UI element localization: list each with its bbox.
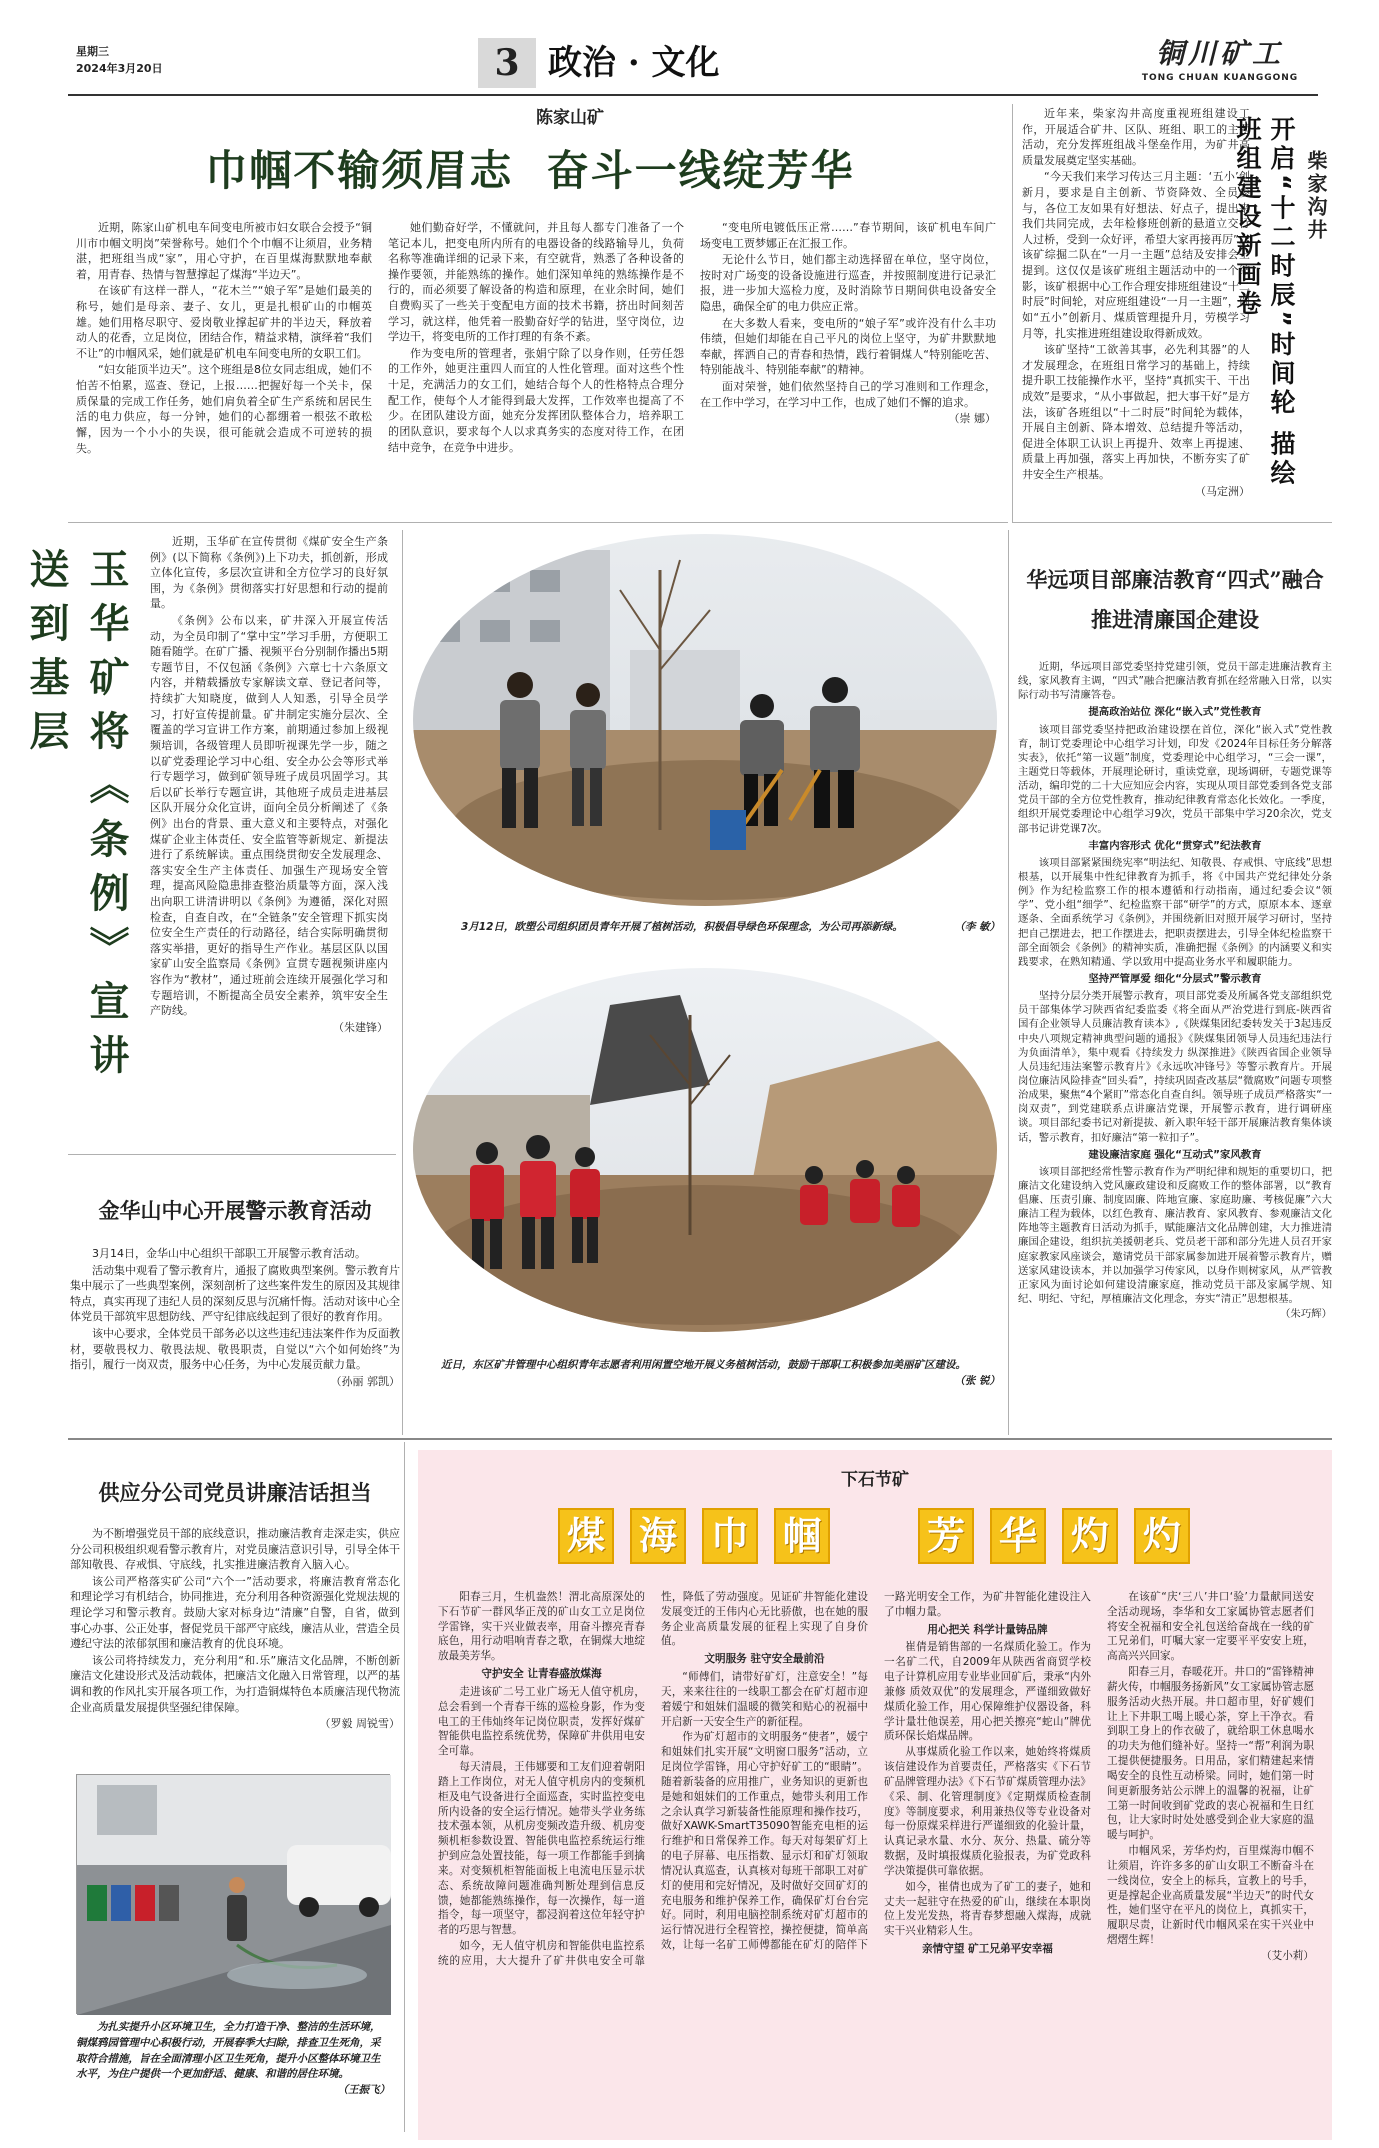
a6-para: 为不断增强党员干部的底线意识，推动廉洁教育走深走实，供应分公司积极组织观看警示教育片，对党员廉洁意识引导，引导全体干部知敬畏、存戒惧、守底线，扎实推进廉洁教育入脑入心。: [70, 1527, 400, 1572]
a6-byline: （罗毅 周锐雪）: [319, 1717, 400, 1731]
a7-title-char: 巾: [702, 1508, 758, 1564]
a3-bottom-rule: [68, 1154, 396, 1155]
a7-para: 每天清晨，王伟娜要和工友们迎着朝阳踏上工作岗位，对无人值守机房内的变频机柜及电气设备进行全面巡查，实时监控变电所内设备的安全运行情况。她带头学业务练技术强本领，从机房变频改造升级、机房变频机柜参数设置、智能供电监控系统运行维护到应急处置技能，每一项工作都能手到擒来。对变频机柜智能面板上电流电压显示状态、系统故障问题准确判断处理到信息反馈，她都能熟练操作，每一次操作，每一道指令，每一项坚守，都浸润着这位年轻守护者的巧思与智慧。: [438, 1761, 645, 1937]
a2-bottom-rule: [1012, 522, 1332, 523]
photo1-credit: （李 敏）: [954, 921, 1000, 933]
a5-para: 近期，华远项目部党委坚持党建引领，党员干部走进廉洁教育主线，家风教育主调，“四式”融合把廉洁教育抓在经常融入日常，以实际行动书写清廉答卷。: [1018, 661, 1332, 702]
photo-tree-planting-2: [410, 965, 1000, 1335]
photo1-caption: [440, 920, 1000, 936]
a7-kicker: 下石节矿: [841, 1470, 909, 1490]
a7-para: 在该矿“庆‘三八’井口‘验’力量献同送安全活动现场，李华和女工家属协管志愿者们将安全祝福和安全礼包送给奋战在一线的矿工兄弟们，叮嘱大家一定要平平安安上班，高高兴兴回家。: [1107, 1591, 1314, 1663]
a1-para: “变电所电镀低压正常……”春节期间，该矿机电车间广场变电工贾梦娜正在汇报工作。: [700, 221, 996, 250]
a6-body: [70, 1526, 400, 1756]
a5-subhead: 提高政治站位 深化“嵌入式”党性教育: [1088, 706, 1262, 719]
a5-para: 该项目部党委坚持把政治建设摆在首位，深化“嵌入式”党性教育，制订党委理论中心组学习计划，印发《2024年目标任务分解落实表》，依托“第一议题”制度，党委理论中心组学习，“三会一课”，主题党日等载体，开展理论研讨，重读党章，现场调研，专题党课等活动，编印党的二十大应知应会内容，实现从项目部党委到各党支部党员干部的全方位党性教育，推动纪律教育常态化长效化。一季度，组织开展党委理论中心组学习9次，党员干部集中学习20余次，党支部书记讲党课7次。: [1018, 723, 1332, 835]
a1-body: [76, 220, 996, 510]
a6-para: 该公司严格落实矿公司“六个一”活动要求，将廉洁教育常态化和理论学习有机结合，协同推进，充分利用各种资源强化党规法规的理论学习和警示教育。鼓励大家对标身边“清廉”自警，自省，做到事心办事、公正处事，督促党员干部严守底线，廉洁从业，营造全员遵纪守法的浓郁氛围和廉洁教育的优良环境。: [70, 1574, 400, 1651]
a7-subhead: 亲情守望 矿工兄弟平安幸福: [922, 1943, 1053, 1956]
masthead-title: 铜川矿工: [1155, 37, 1284, 70]
a5-para: 该项目部紧紧围绕宪率“明法纪、知敬畏、存戒惧、守底线”思想根基，以开展集中性纪律教育为抓手，将《中国共产党纪律处分条例》作为纪检监察工作的根本遵循和行动指南，通过纪委会议“领学”、党小组“细学”、纪检监察干部“研学”的方式，原原本本、逐章逐条、全面系统学习《条例》，并围绕新旧对照开展学习研讨，坚持把自己摆进去，把工作摆进去，把职责摆进去，引导全体纪检监察干部全面领会《条例》的精神实质，准确把握《条例》的内涵要义和实践要求，在熟知精通、学以致用中提高业务水平和履职能力。: [1018, 856, 1332, 968]
a7-title-char: 灼: [1062, 1508, 1118, 1564]
a7-byline: （艾小莉）: [1261, 1949, 1314, 1962]
lower-section-rule: [68, 1438, 1332, 1440]
masthead: [1110, 36, 1330, 96]
a1-right-rule: [1012, 104, 1013, 522]
a4-body: [70, 1246, 400, 1426]
issue-date: 2024年3月20日: [76, 61, 163, 75]
photo1-caption-text: 3月12日，欧塑公司组织团员青年开展了植树活动，积极倡导绿色环保理念，为公司再添新绿。: [461, 921, 903, 933]
a3-body: [150, 534, 388, 1150]
a2-para: 近年来，柴家沟井高度重视班组建设工作，开展适合矿井、区队、班组、职工的主题活动，充分发挥班组战斗堡垒作用，为矿井高质量发展奠定坚实基础。: [1022, 107, 1250, 167]
a7-title-char: 华: [990, 1508, 1046, 1564]
a7-subhead: 守护安全 让青春盛放煤海: [481, 1668, 602, 1681]
photo-tree-planting-1: [410, 530, 1000, 910]
a7-panel: [418, 1450, 1332, 2140]
a3-para: 《条例》公布以来，矿井深入开展宣传活动，为全员印制了“掌中宝”学习手册，方便职工随看随学。在矿广播、视频平台分别制作播出5期专题节目，不仅包涵《条例》六章七十六条原文内容，并精载播放专家解读文章、登记者问等，持续扩大知晓度，做到人人知悉，引导全员学习，打好宣传提前量。矿井制定实施分层次、全覆盖的学习宣讲工作方案，前期通过参加上级视频培训，各级管理人员即听视课先学一步，随之以矿党委理论学习中心组、安全办公会等形式举行专题学习，做到矿领导班子成员巩固学习。其后以矿长举行专题宣讲，其他班子成员走进基层区队开展分众化宣讲，面向全员分析阐述了《条例》出台的背景、重大意义和主要特点，对强化煤矿企业主体责任、安全监管等新规定、新提法进行了系统解读。重点围绕贯彻安全发展理念、落实安全生产主体责任、加强生产现场安全管理，提高风险隐患排查整治质量等方面，深入浅出向职工讲清讲明以《条例》为遵循，深化对照检查，自查自改，在“全链条”安全管理下抓实岗位安全生产责任的行动路径，结合实际明确贯彻落实举措，更好的指导生产作业。基层区队以国家矿山安全监察局《条例》宣贯专题视频讲座内容作为“教材”，通过班前会连续开展强化学习和专题培训，不断提高全员安全素养，筑牢安全生产防线。: [150, 614, 388, 1018]
a1-para: 近期，陈家山矿机电车间变电所被市妇女联合会授予“铜川市巾帼文明岗”荣誉称号。她们个个巾帼不让须眉，业务精湛，把班组当成“家”，用心守护，在百里煤海默默地奉献着，用青春、热情与智慧撑起了煤海“半边天”。: [76, 221, 372, 281]
a1-para: 在大多数人看来，变电所的“娘子军”或许没有什么丰功伟绩，但她们却能在自己平凡的岗位上坚守，为矿井默默地奉献，挥洒自己的青春和热情，践行着铜煤人“特别能吃苦、特别能战斗、特别能奉献”的精神。: [700, 316, 996, 377]
header-rule: [68, 94, 1318, 96]
a7-para: 崔倩是销售部的一名煤质化验工。作为一名矿二代，自2009年从陕西省商贸学校电子计算机应用专业毕业回矿后，秉承“内外兼修 质效双优”的发展理念，严谨细致做好煤质化验工作，用心保障维护仪器设备，科学计量壮他误差，用心把关擦亮“蛇山”牌优质环保长焰煤品牌。: [884, 1641, 1091, 1743]
a4-headline: 金华山中心开展警示教育活动: [98, 1198, 372, 1223]
photo2-credit: （张 锐）: [954, 1374, 1000, 1387]
a2-body: [1022, 106, 1250, 524]
a1-para: “妇女能顶半边天”。这个班组是8位女同志组成，她们不怕苦不怕累，巡查、登记，上报……把握好每一个关卡，保质保量的完成工作任务，她们肩负着全矿生产系统和居民生活的电力供应，每一分钟，她们的心都绷着一根弦不敢松懈，因为一个小小的失误，很可能就会造成不可逆转的损失。: [76, 363, 372, 455]
lower-left-rule: [404, 1442, 405, 2132]
a1-para: 她们勤奋好学，不懂就问，并且每人都专门准备了一个笔记本儿，把变电所内所有的电器设备的线路输导儿，负荷名称等准确详细的记录下来，有空就背，熟悉了各种设备的操作要领，并能熟练的操作。她们深知单纯的熟练操作是不行的，而必须要了解设备的构造和原理，在业余时间，她们自费购买了一些关于变配电方面的技术书籍，挤出时间刻苦学习，就这样，他凭着一股勤奋好学的钻进，坚守岗位，边学边干，将变电所的工作打理的有条不紊。: [388, 221, 684, 344]
a6-headline: 供应分公司党员讲廉洁话担当: [98, 1480, 372, 1505]
a1-para: 面对荣誉，她们依然坚持自己的学习准则和工作理念，在工作中学习，在学习中工作，也成了她们不懈的追求。: [700, 380, 996, 409]
a5-headline: 华远项目部廉洁教育“四式”融合推进清廉国企建设: [1026, 567, 1324, 632]
a7-title-char: 海: [630, 1508, 686, 1564]
a7-title-char: 芳: [918, 1508, 974, 1564]
a7-body: [438, 1590, 1314, 2130]
mid-left-rule: [402, 530, 403, 1435]
a1-headline: 巾帼不输须眉志 奋斗一线绽芳华: [205, 146, 855, 195]
photo-cleanup-image: [77, 1775, 391, 2015]
a5-para: 该项目部把经常性警示教育作为严明纪律和规矩的重要切口，把廉洁文化建设纳入党风廉政建设和反腐败工作的整体部署，以“教育倡廉、压责引廉、制度固廉、阵地宣廉、家庭助廉、考核促廉”六大廉洁工程为载体，以红色教育、廉洁教育、家风教育、参观廉洁文化阵地等主题教育日活动为抓手，赋能廉洁文化品牌创建，大力推进清廉国企建设，组织抗美援朝老兵、党员老干部和部分先进人员召开家庭家教家风座谈会，邀请党员干部家属参加进开展着警示教育片，赠送家风建设读本，并以加强学习传家风，以身作则树家风，从严管教正家风为面讨论如何建设清廉家庭，推动党员干部及家属学规、知纪、明纪、守纪，厚植廉洁文化理念，夯实“清正”思想根基。: [1018, 1165, 1332, 1306]
photo2-caption: [420, 1358, 1000, 1390]
section-title: 政治 · 文化: [548, 43, 720, 83]
a7-para: 阳春三月，生机盎然！渭北高原深处的下石节矿一群风华正茂的矿山女工立足岗位学雷锋，实干兴业做表率，用奋斗擦亮青春底色，用行动唱响青春之歌，在铜煤大地绽放最美芳华。: [438, 1591, 645, 1663]
a2-byline: （马定洲）: [1195, 484, 1250, 498]
a3-headline: 玉华矿将《条例》宣讲送到基层: [23, 548, 130, 1088]
masthead-pinyin: TONG CHUAN KUANGGONG: [1141, 73, 1299, 83]
a3-para: 近期，玉华矿在宣传贯彻《煤矿安全生产条例》(以下简称《条例》)上下功夫，抓创新，形成立体化宣传，多层次宣讲和全方位学习的良好氛围，为《条例》贯彻落实打好思想和行动的提前量。: [150, 535, 388, 611]
a5-subhead: 坚持严管厚爱 细化“分层式”警示教育: [1088, 972, 1262, 985]
a1-para: 作为变电所的管理者，张娟宁除了以身作则，任劳任怨的工作外，她更注重四人而宜的人性化管理。面对这些个性十足，充满活力的女工们，她结合每个人的性格特点合理分配工作，使每个人才能得到最大发挥，工作效率也提高了不少。在团队建设方面，她充分发挥团队整体合力，培养职工的团队意识，要求每个人以求真务实的态度对待工作，在团结中竞争，在竞争中进步。: [388, 346, 684, 454]
a5-subhead: 建设廉洁家庭 强化“互动式”家风教育: [1088, 1148, 1262, 1161]
a5-byline: （朱巧辉）: [1280, 1308, 1332, 1321]
a7-para: 巾帼风采，芳华灼灼，百里煤海巾帼不让须眉，许许多多的矿山女职工不断奋斗在一线岗位，安全上的标兵，宣教上的号手，更是撑起企业高质量发展“半边天”的时代女性，她们坚守在平凡的岗位上，真抓实干，履职尽责，让新时代巾帼风采在实干兴业中熠熠生辉！: [1107, 1845, 1314, 1947]
photo3-caption-text: 为扎实提升小区环境卫生，全力打造干净、整洁的生活环境，铜煤鸦园管理中心积极行动，开展春季大扫除，排查卫生死角，采取符合措施，旨在全面清理小区卫生死角，提升小区整体环境卫生水平，为住户提供一个更加舒适、健康、和谐的居住环境。: [76, 2021, 381, 2081]
a7-para: 如今，崔倩也成为了矿工的妻子，她和丈夫一起驻守在热爱的矿山，继续在本职岗位上发光发热，将青春梦想融入煤海，成就实干兴业精彩人生。: [884, 1880, 1091, 1938]
a4-byline: （孙丽 郭凯）: [330, 1374, 400, 1388]
a7-title-char: 煤: [558, 1508, 614, 1564]
a7-subhead: 用心把关 科学计量铸品牌: [927, 1623, 1048, 1636]
photo3-caption: [76, 2020, 390, 2130]
mid-right-rule: [1008, 530, 1009, 1435]
a1-kicker: 陈家山矿: [536, 108, 604, 128]
photo2-caption-text: 近日，东区矿井管理中心组织青年志愿者利用闲置空地开展义务植树活动，鼓励干部职工积极参加美丽矿区建设。: [441, 1359, 966, 1371]
a7-subhead: 文明服务 驻守安全最前沿: [704, 1653, 825, 1666]
a7-title-char: 灼: [1134, 1508, 1190, 1564]
weekday: 星期三: [76, 45, 109, 58]
a2-para: 该矿坚持“工欲善其事，必先利其器”的人才发展理念，在班组日常学习的基础上，持续提升职工技能操作水平，坚持“真抓实干、干出成效”是要求，“从小事做起，把大事干好”是方法，该矿各班组以“十二时辰”时间轮为载体，开展自主创新、降本增效、总结提升等活动，促进全体职工认识上再提升、效率上再提速、质量上再加强，落实上再加快，不断夯实了矿井安全生产根基。: [1022, 343, 1250, 482]
a7-para: “师傅们，请带好矿灯，注意安全！”每天，来来往往的一线职工都会在矿灯超市迎着媛宁和姐妹们温暖的微笑和贴心的祝福中开启新一天安全生产的新征程。: [661, 1671, 868, 1728]
a1-para: 无论什么节日，她们都主动选择留在单位，坚守岗位，按时对广场变的设备设施进行巡查，并按照制度进行记录汇报，进一步加大巡检力度，及时消除节日期间供电设备安全隐患，确保全矿的电力供应正常。: [700, 253, 996, 314]
a7-para: 阳春三月，春暖花开。井口的“雷锋精神薪火传，巾帼服务扬新风”女工家属协管志愿服务活动火热开展。井口超市里，好矿嫂们让上下井职工喝上暖心茶，穿上干净衣。看到职工身上的作衣破了，就给职工休息喝水的功夫为他们缝补好。坚持一“帮”利润为职工提供便捷服务。日用品，家们精建起来情喝安全的良性互动桥梁。同时，她们第一时间更新服务站公示牌上的温馨的祝福，让矿工第一时间收到矿党政的衷心祝福和生日红包，让大家时时处处感受到企业大家庭的温暖与呵护。: [1107, 1666, 1314, 1842]
a1-byline: （崇 娜）: [948, 412, 996, 426]
a5-body: [1018, 660, 1332, 1420]
page-number-box: 3: [478, 38, 536, 88]
a2-org: 柴家沟井: [1304, 150, 1328, 242]
a7-para: 如今，无人值守机房和智能供电监控系统的应用，大大提升了矿井供电安全可靠性，降低了劳动强度。见证矿井智能化建设发展变迁的王伟内心无比骄傲，也在她的服务企业高质量发展的征程上实现了自身价值。: [438, 1591, 868, 1967]
a6-para: 该公司将持续发力，充分利用“和.乐”廉洁文化品牌，不断创新廉洁文化建设形式及活动载体，把廉洁文化融入日常管理，以严的基调和教的作风扎实开展各项工作，为打造铜煤特色本质廉洁现代物流企业高质量发展提供坚强纪律保障。: [70, 1653, 400, 1714]
a4-para: 活动集中观看了警示教育片，通报了腐败典型案例。警示教育片集中展示了一些典型案例，深刻剖析了这些案件发生的原因及其规律特点，真实再现了违纪人员的深刻反思与沉痛忏悔。活动对该中心全体党员干部筑牢思想防线、严守纪律底线起到了很好的教育作用。: [70, 1263, 400, 1324]
a7-para: 从事煤质化验工作以来，她始终将煤质该信建设作为首要责任，严格落实《下石节矿品牌管理办法》《下石节矿煤质管理办法》《采、制、化管理制度》《定期煤质检查制度》等制度要求，利用兼热仪等专业设备对每一份原煤采样进行严谨细致的化验计量，认真记录水量、水分、灰分、热量、硫分等数据，及时填报煤质化验报表，为矿党政科学决策提供可靠依据。: [884, 1746, 1091, 1877]
a1-bottom-rule: [68, 522, 1008, 523]
a7-title-char: 帼: [774, 1508, 830, 1564]
photo-tree-planting-1-image: [410, 530, 1000, 910]
a7-para: 作为矿灯超市的文明服务“使者”，媛宁和姐妹们扎实开展“文明窗口服务”活动，立足岗位学雷锋，用心守护好矿工的“眼睛”。随着新装备的应用推广，业务知识的更新也是她和姐妹们的工作重点，她带头利用工作之余认真学习新装备性能原理和操作技巧，做好XAWK-SmartT35090智能充电柜的运行维护和日常保养工作。每天对每架矿灯上的电子屏幕、电压指数、显示灯和矿灯领取情况认真巡查，认真核对每班干部职工对矿灯的使用和完好情况，及时做好交回矿灯的充电服务和维护保养工作，确保矿灯台台完好。同时，利用电脑控制系统对矿灯超市的运行情况进行全程管控，操控便捷，简单高效，让每一名矿工师傅都能在矿灯的陪伴下一路光明安全工作，为矿井智能化建设注入了巾帼力量。: [661, 1591, 1091, 1952]
a7-headline: [558, 1508, 1198, 1568]
photo-tree-planting-2-image: [410, 965, 1000, 1335]
a2-headline: 开启“十二时辰”时间轮 描绘班组建设新画卷: [1233, 116, 1296, 489]
a5-para: 坚持分层分类开展警示教育，项目部党委及所属各党支部组织党员干部集体学习陕西省纪委监委《将全面从严治党进行到底-陕西省国有企业领导人员廉洁教育读本》,《陕煤集团纪委转发关于3起违反中央八项规定精神典型问题的通报》《陕煤集团领导人员违纪违法行为负面清单》，集中观看《持续发力 纵深推进》《陕西省国企业领导人员违纪违法案警示教育片》《永远吹冲锋号》等警示教育片。开展岗位廉洁风险排查“回头看”，持续巩固查改基层“微腐败”问题专项整治成果，聚焦“4个紧盯”常态化自查自纠。领导班子成员严格落实“一岗双责”，到党建联系点讲廉洁党课，开展警示教育，进行调研座谈。项目部纪委书记对新提拔、新入职年轻干部开展廉洁教育集体谈话，警示教育，扣好廉洁“第一粒扣子”。: [1018, 990, 1332, 1144]
a2-para: “今天我们来学习传达三月主题：‘五小’创新月，要求是自主创新、节资降效、全员参与，各位工友如果有好想法、好点子，提出来我们共同完成，去年检修班创新的悬道立交行人过桥，受到一众好评，希望大家再接再厉”。该矿综掘二队在“一月一主题”总结及安排会上提到。这仅仅是该矿班组主题活动中的一个缩影，该矿根据中心工作合理安排班组建设“十二时辰”时间轮，对应班组建设“一月一主题”，例如“五小”创新月、煤质管理提升月，劳模学习月等，扎实推进班组建设取得新成效。: [1022, 170, 1250, 340]
a7-para: 走进该矿二号工业广场无人值守机房，总会看到一个青春干练的巡检身影，作为变电工的王伟灿终年记岗位职责，发挥好煤矿智能供电监控系统优势，保障矿井供用电安全可靠。: [438, 1685, 645, 1758]
a3-byline: （朱建锋）: [333, 1020, 388, 1034]
photo-cleanup: [76, 1774, 390, 2014]
a5-subhead: 丰富内容形式 优化“贯穿式”纪法教育: [1088, 839, 1262, 852]
a4-para: 3月14日，金华山中心组织干部职工开展警示教育活动。: [92, 1247, 366, 1260]
header-date-block: [76, 44, 236, 84]
photo3-credit: （王振飞）: [337, 2084, 390, 2096]
a4-para: 该中心要求，全体党员干部务必以这些违纪违法案件作为反面教材，要敬畏权力、敬畏法规、敬畏职责，自觉以“六个如何始终”为指引，履行一岗双责，服务中心任务，为中心发展贡献力量。: [70, 1327, 400, 1372]
a1-para: 在该矿有这样一群人，“花木兰”“娘子军”是她们最美的称号，她们是母亲、妻子、女儿，更是扎根矿山的巾帼英雄。她们用格尽职守、爱岗敬业撑起矿井的半边天，释放着动人的花香，立足岗位，团结合作，精益求精，演绎着“我们不让”的巾帼风采，她们就是矿机电车间变电所的女职工们。: [76, 284, 372, 360]
